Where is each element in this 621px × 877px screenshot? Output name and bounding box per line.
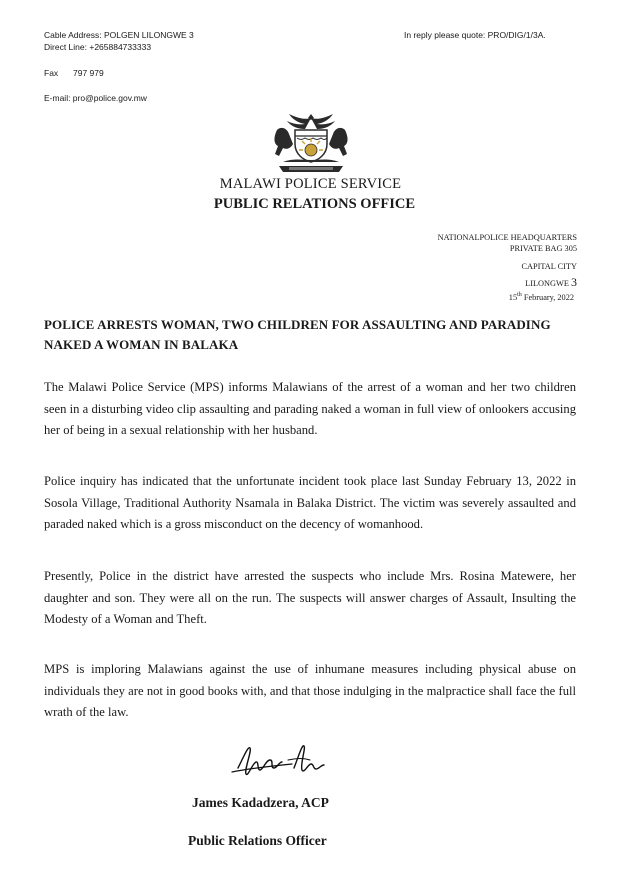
address-city: LILONGWE xyxy=(525,279,569,288)
document-date xyxy=(334,290,574,303)
direct-line: Direct Line: +265884733333 xyxy=(44,42,152,52)
organization-name: MALAWI POLICE SERVICE xyxy=(219,176,402,192)
signatory-position: Public Relations Officer xyxy=(188,833,327,848)
reference-number: In reply please quote: PRO/DIG/1/3A. xyxy=(404,30,546,40)
malawi-coat-of-arms-icon xyxy=(263,112,359,176)
email-address: E-mail: pro@police.gov.mw xyxy=(44,93,147,103)
office-name: PUBLIC RELATIONS OFFICE xyxy=(213,196,416,212)
fax-number: 797 979 xyxy=(73,68,104,78)
headline-line-1: POLICE ARRESTS WOMAN, TWO CHILDREN FOR ASSAULTING AND PARADING xyxy=(44,317,551,332)
address-line-3: CAPITAL CITY xyxy=(521,262,577,271)
address-line-1: NATIONALPOLICE HEADQUARTERS xyxy=(437,233,577,242)
headline-line-2: NAKED A WOMAN IN BALAKA xyxy=(44,337,239,352)
address-line-2: PRIVATE BAG 305 xyxy=(509,244,577,253)
address-city-number: 3 xyxy=(571,275,577,289)
date-suffix: th xyxy=(517,292,522,298)
fax-label: Fax xyxy=(44,68,59,78)
body-paragraph-3: Presently, Police in the district have arrested the suspects who include Mrs. Rosina Matewere, her daughter and son. They were all on the run. The suspects will answer charges of Assault, Insulting the Modesty of a Woman and Theft. xyxy=(44,569,576,626)
date-day: 15 xyxy=(508,292,518,302)
date-month-year: February, 2022 xyxy=(521,292,574,302)
signatory-name: James Kadadzera, ACP xyxy=(192,795,329,810)
body-paragraph-4: MPS is imploring Malawians against the use of inhumane measures including physical abuse on individuals they are not in good books with, and that those indulging in the malpractice shall face the full wrath of the law. xyxy=(44,662,576,719)
handwritten-signature xyxy=(228,738,338,786)
body-paragraph-1: The Malawi Police Service (MPS) informs Malawians of the arrest of a woman and her two children seen in a disturbing video clip assaulting and parading naked a woman in full view of onlookers accusing her of being in a sexual relationship with her husband. xyxy=(44,380,576,437)
address-line-4 xyxy=(337,277,577,289)
cable-address: Cable Address: POLGEN LILONGWE 3 xyxy=(44,30,194,40)
body-paragraph-2: Police inquiry has indicated that the unfortunate incident took place last Sunday February 13, 2022 in Sosola Village, Traditional Authority Nsamala in Balaka District. The victim was severely assaulted and paraded naked which is a gross misconduct on the decency of womanhood. xyxy=(44,474,576,531)
